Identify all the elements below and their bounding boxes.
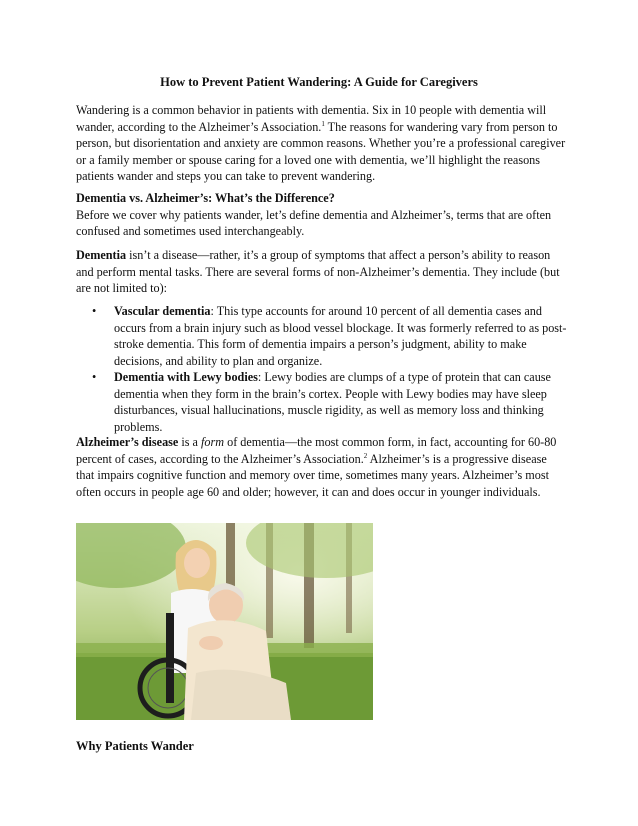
section-heading: Dementia vs. Alzheimer’s: What’s the Difference? [76,191,335,205]
section-dementia-vs-alzheimers [76,190,568,240]
caregiver-photo-illustration [76,523,373,720]
dementia-text: isn’t a disease—rather, it’s a group of symptoms that affect a person’s ability to reason and perform mental tasks. There are several forms of non-Alzheimer’s dementia. They include (but are not limited to): [76,248,560,295]
list-item [92,303,572,369]
alz-text-b: of dementia—the most common form, in fact, accounting for 60-80 percent of cases, according to the Alzheimer’s Association. [76,435,557,466]
alz-text-c: Alzheimer’s is a progressive disease that impairs cognitive function and memory over time, sometimes many years. Alzheimer’s most often occurs in people age 60 and older; however, it can and does occur in younger individuals. [76,451,549,499]
alzheimers-paragraph [76,434,568,500]
alzheimers-term: Alzheimer’s disease [76,435,179,449]
footnote-ref-2: 2 [363,451,368,460]
section-body: Before we cover why patients wander, let’s define dementia and Alzheimer’s, terms that are often confused and sometimes used interchangeably. [76,207,552,238]
dementia-paragraph [76,247,568,297]
bullet-icon: • [92,304,97,318]
dementia-types-list [92,303,572,435]
dementia-term: Dementia [76,248,127,262]
bullet-icon: • [92,370,97,384]
list-item [92,369,572,435]
subheading-why-patients-wander: Why Patients Wander [76,739,194,753]
alz-text-a: is a [178,435,202,449]
list-item-term: Vascular dementia [114,304,211,318]
caregiver-photo [76,523,373,720]
intro-text-b: The reasons for wandering vary from person to person, but disorientation and anxiety are common reasons. Whether you’re a professional caregiver or a family member or spouse caring for a loved one with dementia, we’ll highlight the reasons patients wander and steps you can take to prevent wandering. [76,119,566,183]
list-item-text: : Lewy bodies are clumps of a type of protein that can cause dementia when they form in the brain’s cortex. People with Lewy bodies may have sleep disturbances, visual hallucinations, muscle rigidity, as well as memory loss and thinking problems. [114,370,551,434]
alz-italic: form [201,435,225,449]
intro-paragraph [76,102,568,185]
document-title: How to Prevent Patient Wandering: A Guide for Caregivers [160,75,478,89]
footnote-ref-1: 1 [321,119,325,128]
list-item-text: : This type accounts for around 10 percent of all dementia cases and occurs from a brain injury such as blood vessel blockage. It was formerly referred to as post-stroke dementia. This form of dementia impairs a person’s judgment, ability to make decisions, and ability to plan and organize. [114,304,567,368]
list-item-term: Dementia with Lewy bodies [114,370,258,384]
intro-text-a: Wandering is a common behavior in patients with dementia. Six in 10 people with dementia will wander, according to the Alzheimer’s Association. [76,103,547,134]
